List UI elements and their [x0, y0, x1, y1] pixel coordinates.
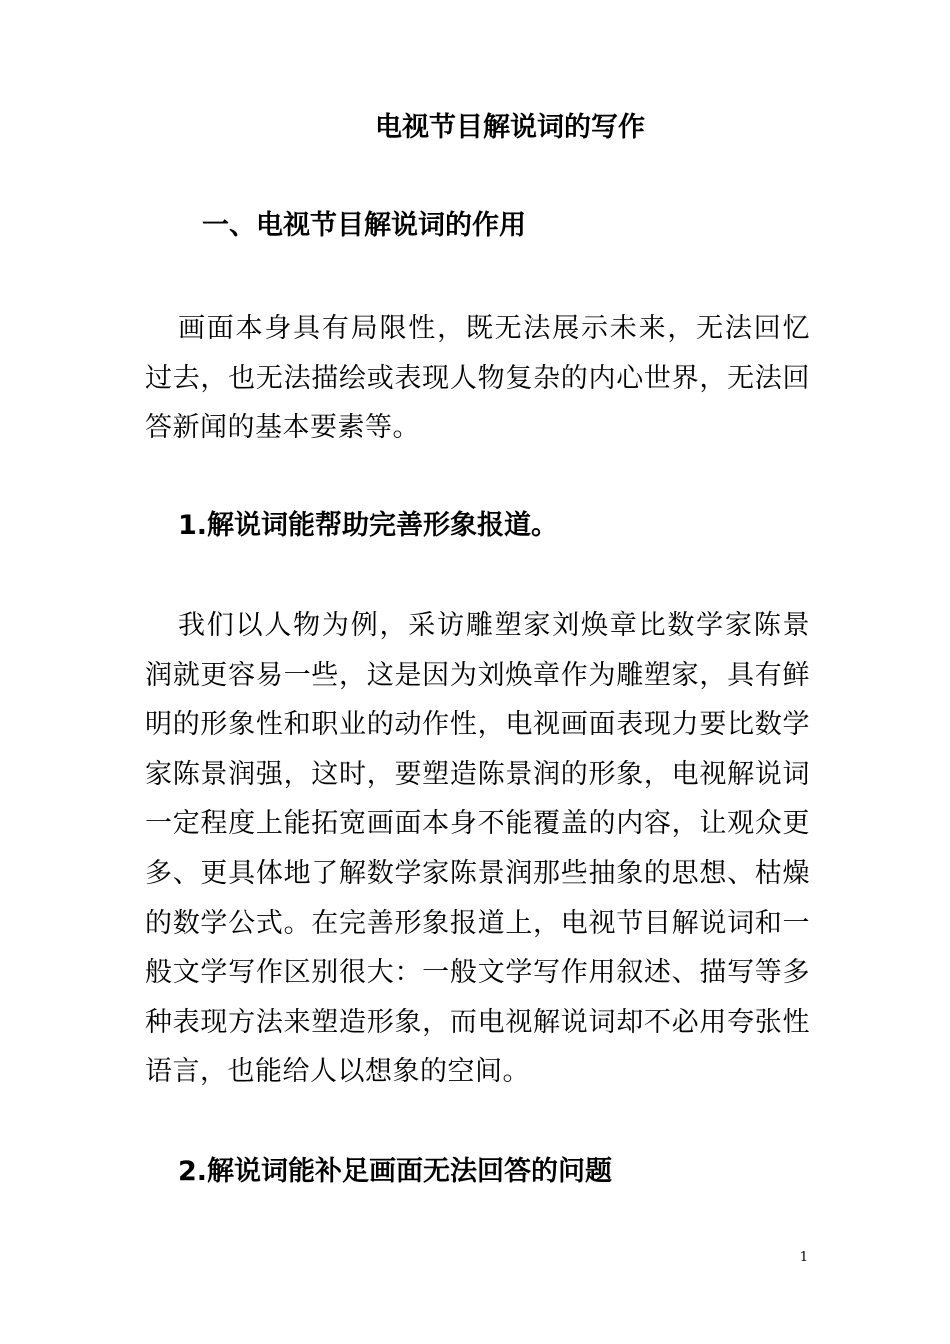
- section-heading: 一、电视节目解说词的作用: [202, 210, 526, 241]
- body-paragraph-2: 我们以人物为例，采访雕塑家刘焕章比数学家陈景润就更容易一些，这是因为刘焕章作为雕塑家，具有鲜明的形象性和职业的动作性，电视画面表现力要比数学家陈景润强，这时，要塑造陈景润的形象，电视解说词一定程度上能拓宽画面本身不能覆盖的内容，让观众更多、更具体地了解数学家陈景润那些抽象的思想、枯燥的数学公式。在完善形象报道上，电视节目解说词和一般文学写作区别很大：一般文学写作用叙述、描写等多种表现方法来塑造形象，而电视解说词却不必用夸张性语言，也能给人以想象的空间。: [145, 610, 810, 1088]
- subheading-2: 2.解说词能补足画面无法回答的问题: [178, 1156, 613, 1187]
- page-number: 1: [799, 1250, 808, 1265]
- subheading-1: 1.解说词能帮助完善形象报道。: [178, 510, 559, 541]
- document-title: 电视节目解说词的写作: [375, 112, 645, 143]
- body-paragraph-1: 画面本身具有局限性，既无法展示未来，无法回忆过去，也无法描绘或表现人物复杂的内心世界，无法回答新闻的基本要素等。: [145, 313, 810, 444]
